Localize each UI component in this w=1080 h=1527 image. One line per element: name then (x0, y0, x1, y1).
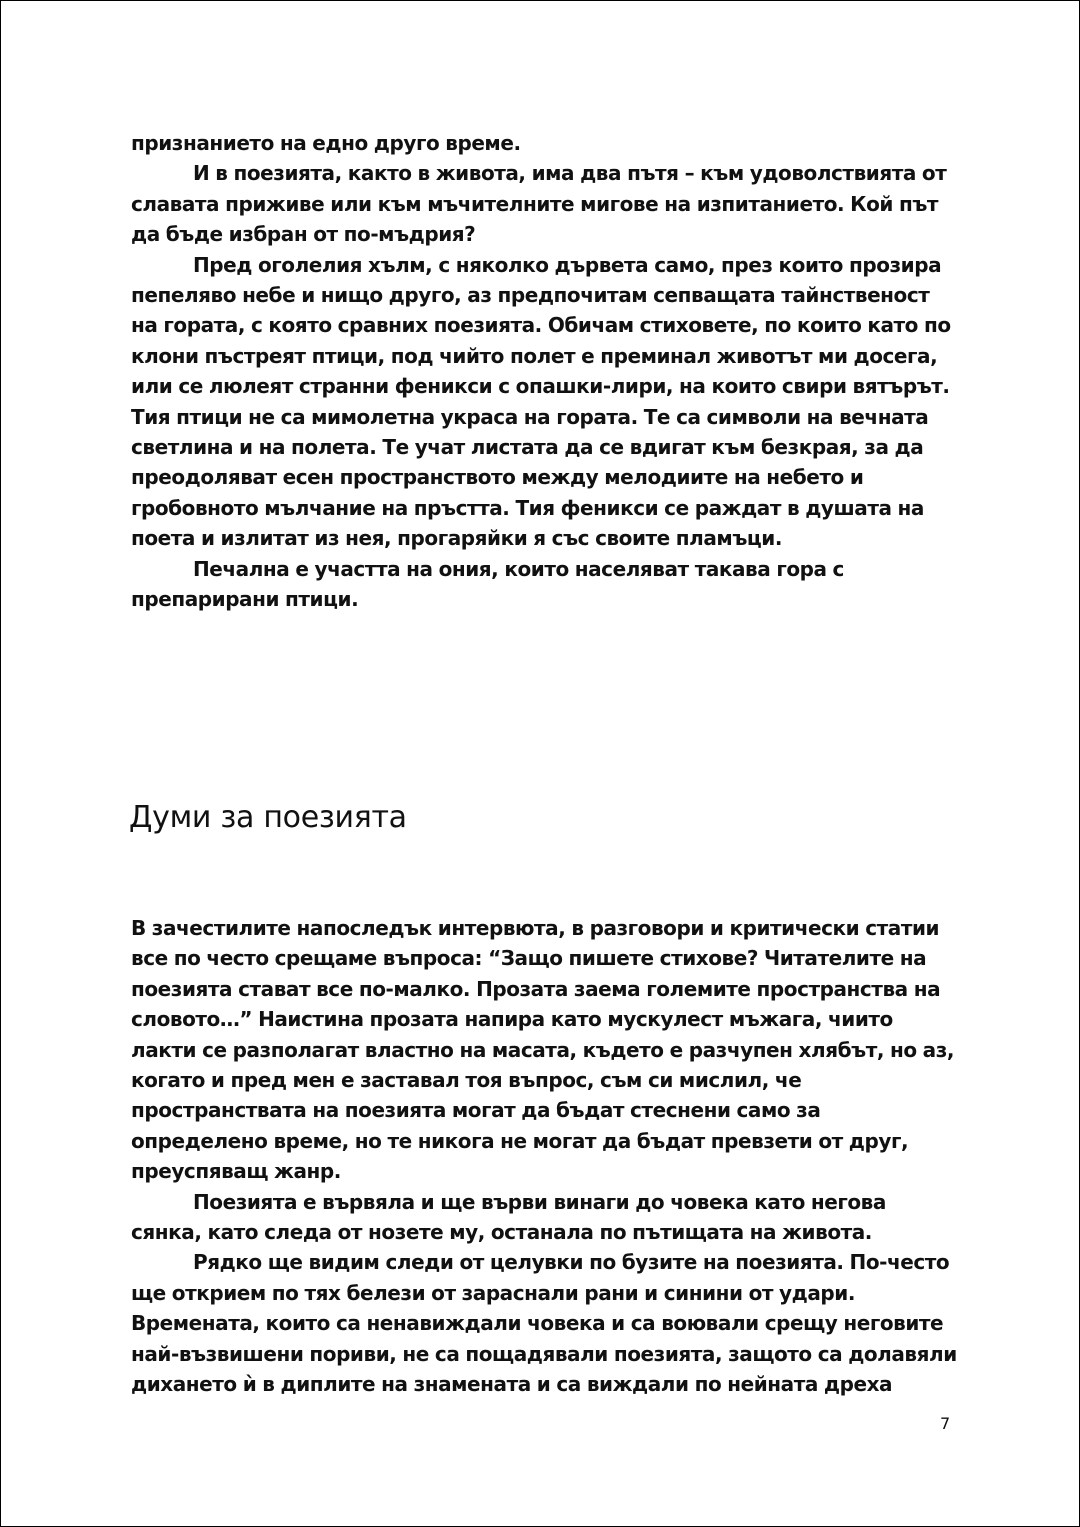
paragraph: Рядко ще видим следи от целувки по бузите на поезията. По-често ще открием по тях белези от зараснали рани и синини от удари. Времената, които са ненавиждали човека и са воювали срещу неговите най-възвишени пориви, не са пощадявали поезията, защото са долавяли дихането ѝ в диплите на знамената и са виждали по нейната дреха (131, 1250, 957, 1397)
paragraph: Печална е участта на ония, които населяват такава гора с препарирани птици. (131, 556, 844, 612)
paragraph: Пред оголелия хълм, с няколко дървета само, през които прозира пепеляво небе и нищо друго, аз предпочитам сепващата тайнственост на гората, с която сравних поезията. Обичам стиховете, по които като по клони пъстреят птици, под чийто полет е преминал животът ми досега, или се люлеят странни феникси с опашки-лири, на които свири вятърът. Тия птици не са мимолетна украса на гората. Те са символи на вечната светлина и на полета. Те учат листата да се вдигат към безкрая, за да преодоляват есен пространството между мелодиите на небето и гробовното мълчание на пръстта. Тия феникси се раждат в душата на поета и излитат из нея, прогаряйки я със своите пламъци. (131, 252, 951, 551)
page-number: 7 (940, 1414, 951, 1433)
paragraph-continuation: признанието на едно друго време. (131, 131, 521, 155)
bottom-text-section (131, 913, 961, 1400)
section-heading: Думи за поезията (129, 800, 407, 835)
paragraph: В зачестилите напоследък интервюта, в разговори и критически статии все по често срещаме въпроса: “Защо пишете стихове? Читателите на поезията стават все по-малко. Прозата заема големите пространства на словото…” Наистина прозата напира като мускулест мъжага, чиито лакти се разполагат властно на масата, където е разчупен хлябът, но аз, когато и пред мен е заставал тоя въпрос, съм си мислил, че пространствата на поезията могат да бъдат стеснени само за определено време, но те никога не могат да бъдат превзети от друг, преуспяващ жанр. (131, 916, 955, 1184)
paragraph: И в поезията, както в живота, има два пътя – към удоволствията от славата приживе или към мъчителните мигове на изпитанието. Кой път да бъде избран от по-мъдрия? (131, 161, 947, 247)
top-text-section (131, 128, 961, 615)
paragraph: Поезията е вървяла и ще върви винаги до човека като негова сянка, като следа от нозете му, останала по пътищата на живота. (131, 1189, 886, 1245)
